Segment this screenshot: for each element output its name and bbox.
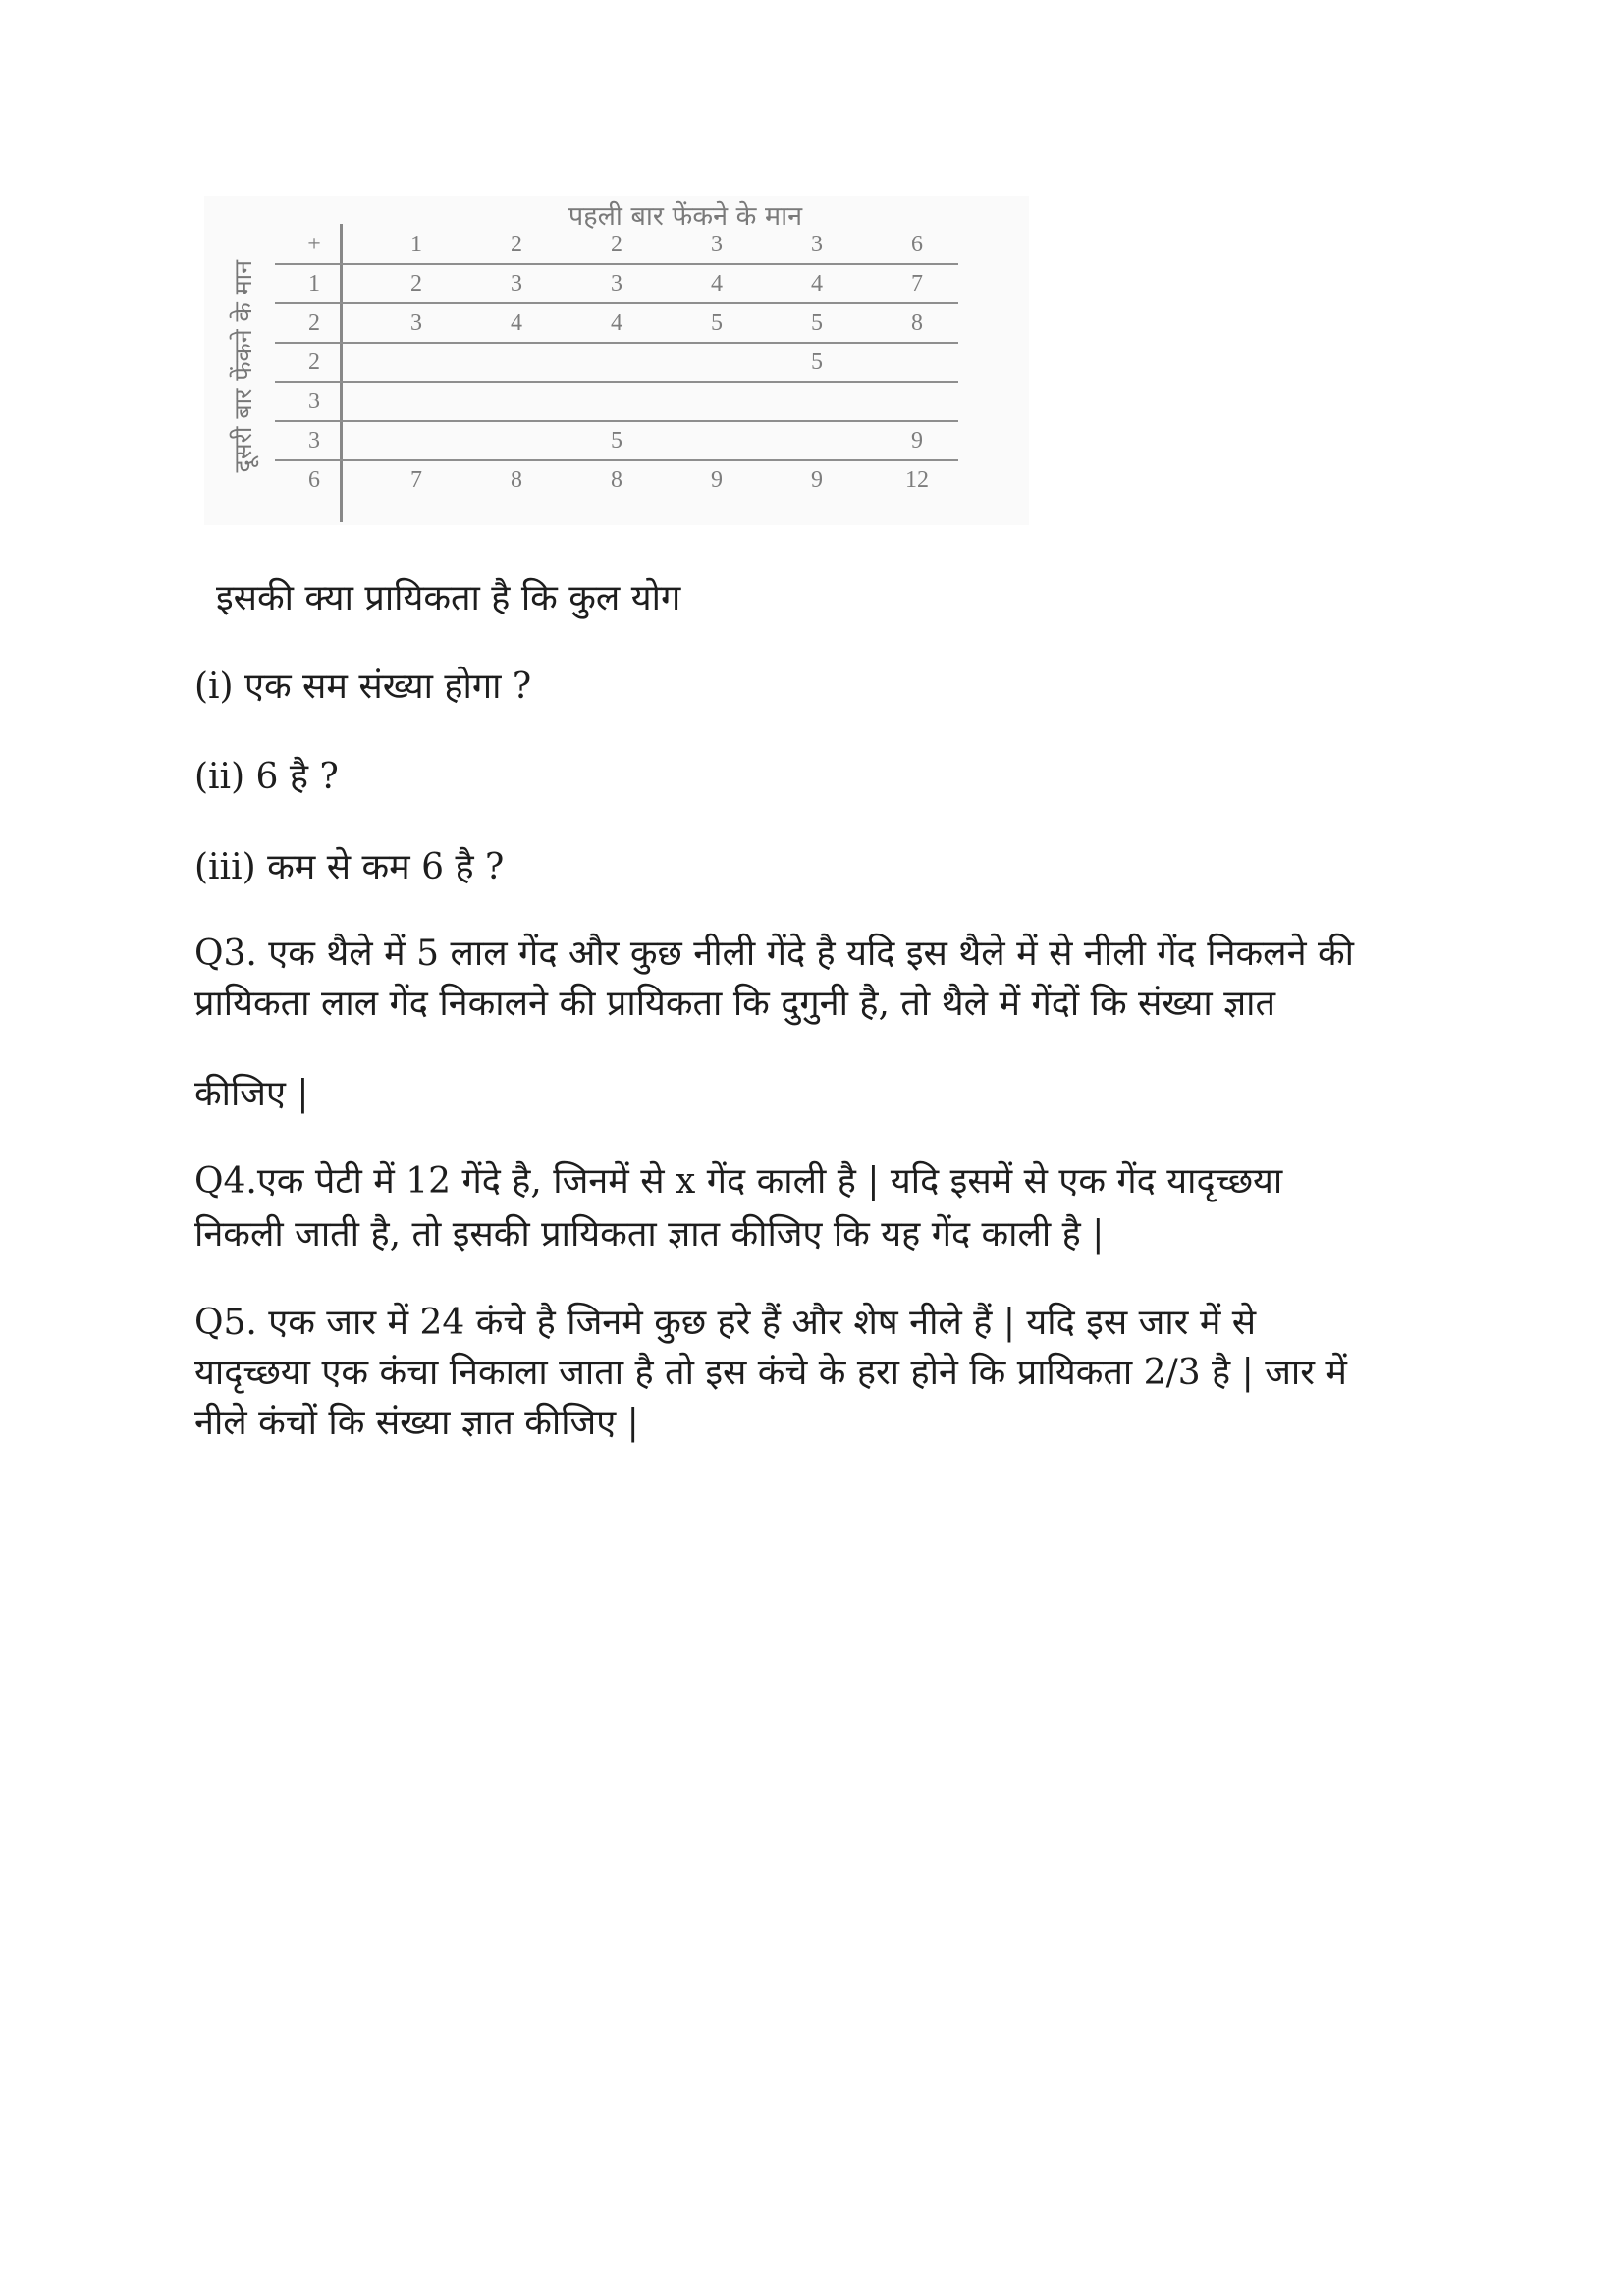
table-cell: 9 bbox=[711, 467, 723, 493]
table-cell: 5 bbox=[811, 310, 823, 336]
question-stem: इसकी क्या प्रायिकता है कि कुल योग bbox=[216, 578, 681, 618]
table-row-line bbox=[275, 381, 958, 383]
table-cell: 4 bbox=[511, 310, 522, 336]
table-cell: 5 bbox=[711, 310, 723, 336]
table-cell: 3 bbox=[511, 271, 522, 296]
table-cell: 3 bbox=[611, 271, 622, 296]
question-part-iii: (iii) कम से कम 6 है ? bbox=[194, 847, 505, 887]
question-part-ii: (ii) 6 है ? bbox=[194, 757, 339, 797]
table-header-cell: + bbox=[307, 232, 321, 257]
table-row-header-cell: 2 bbox=[308, 349, 320, 375]
table-cell: 7 bbox=[410, 467, 422, 493]
table-cell: 9 bbox=[811, 467, 823, 493]
q5-line-3: नीले कंचों कि संख्या ज्ञात कीजिए | bbox=[194, 1403, 639, 1443]
q4-line-2: निकली जाती है, तो इसकी प्रायिकता ज्ञात कीजिए कि यह गेंद काली है | bbox=[194, 1214, 1105, 1255]
table-row-header-cell: 3 bbox=[308, 428, 320, 454]
table-cell: 5 bbox=[611, 428, 622, 454]
table-cell: 7 bbox=[911, 271, 923, 296]
table-header-cell: 2 bbox=[611, 232, 622, 257]
table-cell: 4 bbox=[611, 310, 622, 336]
q3-line-3: कीजिए | bbox=[194, 1074, 309, 1114]
question-part-i: (i) एक सम संख्या होगा ? bbox=[194, 667, 532, 707]
q5-line-1: Q5. एक जार में 24 कंचे है जिनमे कुछ हरे हैं और शेष नीले हैं | यदि इस जार में से bbox=[194, 1303, 1257, 1343]
table-row-line bbox=[275, 420, 958, 422]
table-cell: 5 bbox=[811, 349, 823, 375]
table-cell: 4 bbox=[711, 271, 723, 296]
table-cell: 8 bbox=[511, 467, 522, 493]
table-header-cell: 1 bbox=[410, 232, 422, 257]
dice-table-side-label-box bbox=[222, 214, 265, 518]
table-cell: 8 bbox=[911, 310, 923, 336]
table-header-cell: 3 bbox=[711, 232, 723, 257]
table-cell: 12 bbox=[905, 467, 929, 493]
table-header-cell: 3 bbox=[811, 232, 823, 257]
q3-line-2: प्रायिकता लाल गेंद निकालने की प्रायिकता कि दुगुनी है, तो थैले में गेंदों कि संख्या ज्ञात bbox=[194, 984, 1276, 1024]
table-row-header-cell: 2 bbox=[308, 310, 320, 336]
table-row-header-cell: 6 bbox=[308, 467, 320, 493]
table-row-line bbox=[275, 302, 958, 304]
table-row-line bbox=[275, 459, 958, 461]
table-row-header-cell: 1 bbox=[308, 271, 320, 296]
table-cell: 9 bbox=[911, 428, 923, 454]
dice-sum-table bbox=[204, 196, 1029, 525]
q5-line-2: यादृच्छया एक कंचा निकाला जाता है तो इस कंचे के हरा होने कि प्रायिकता 2/3 है | जार में bbox=[194, 1353, 1347, 1393]
q3-line-1: Q3. एक थैले में 5 लाल गेंद और कुछ नीली गेंदे है यदि इस थैले में से नीली गेंद निकलने की bbox=[194, 934, 1354, 974]
table-cell: 3 bbox=[410, 310, 422, 336]
table-row-header-cell: 3 bbox=[308, 389, 320, 414]
table-cell: 4 bbox=[811, 271, 823, 296]
q4-line-1: Q4.एक पेटी में 12 गेंदे है, जिनमें से x गेंद काली है | यदि इसमें से एक गेंद यादृच्छया bbox=[194, 1161, 1283, 1201]
table-header-cell: 2 bbox=[511, 232, 522, 257]
table-header-cell: 6 bbox=[911, 232, 923, 257]
dice-table-caption: पहली बार फेंकने के मान bbox=[568, 201, 803, 232]
table-row-line bbox=[275, 263, 958, 265]
dice-table-side-label: दूसरी बार फेंकने के मान bbox=[229, 259, 257, 473]
table-cell: 2 bbox=[410, 271, 422, 296]
table-row-line bbox=[275, 342, 958, 344]
table-cell: 8 bbox=[611, 467, 622, 493]
